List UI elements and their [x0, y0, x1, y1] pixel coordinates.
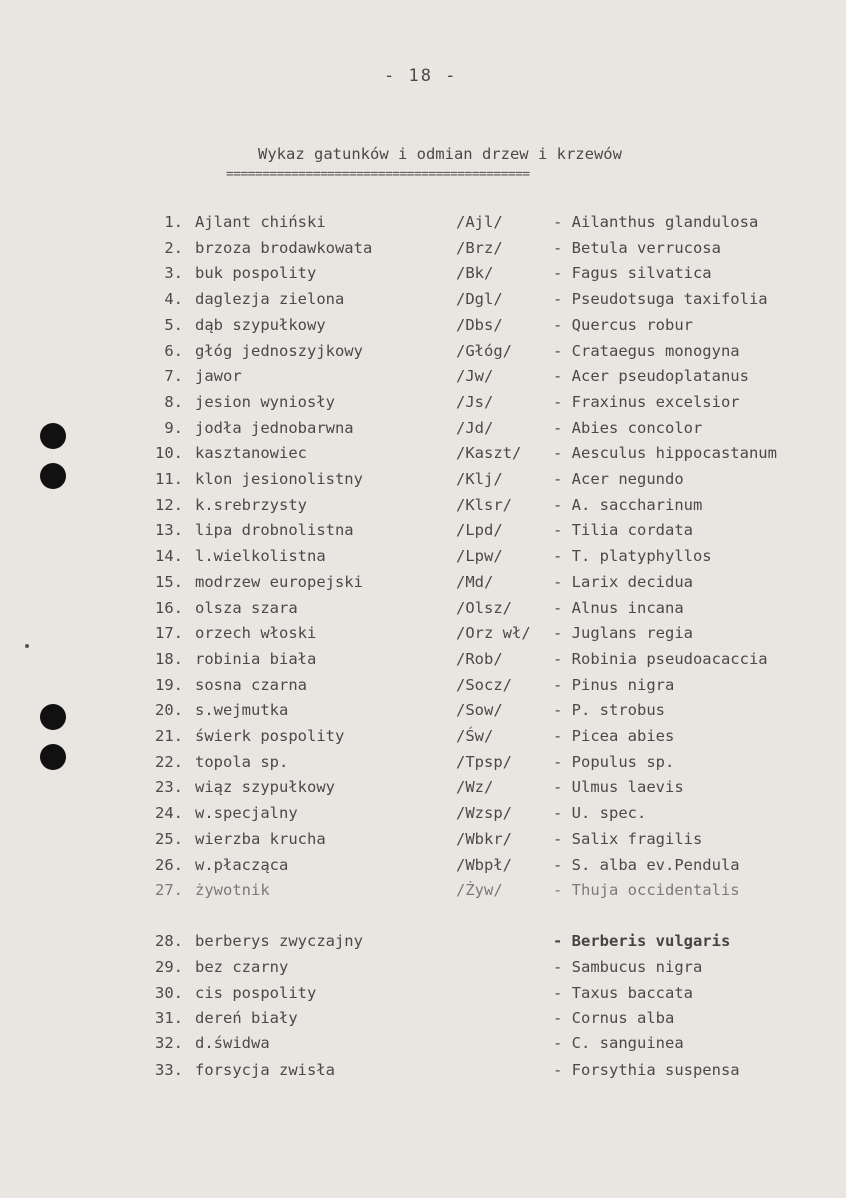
species-abbreviation: /Dgl/: [456, 290, 503, 309]
species-latin-name: - Tilia cordata: [553, 521, 693, 540]
species-number: 14.: [155, 547, 183, 566]
species-number: 25.: [155, 829, 183, 848]
species-polish-name: robinia biała: [195, 649, 317, 668]
species-number: 15.: [155, 572, 183, 591]
species-polish-name: forsycja zwisła: [195, 1061, 335, 1079]
species-abbreviation: /Olsz/: [456, 598, 512, 617]
species-polish-name: brzoza brodawkowata: [195, 238, 373, 257]
species-row: [0, 856, 846, 880]
species-polish-name: wierzba krucha: [195, 829, 326, 848]
species-polish-name: świerk pospolity: [195, 727, 345, 745]
species-polish-name: Ajlant chiński: [195, 213, 326, 231]
species-number: 6.: [164, 341, 183, 360]
species-number: 5.: [164, 315, 183, 334]
species-latin-name: - Cornus alba: [553, 1009, 675, 1027]
species-latin-name: - Juglans regia: [553, 624, 693, 643]
species-number: 31.: [155, 1009, 183, 1027]
species-polish-name: dereń biały: [195, 1009, 298, 1027]
species-polish-name: klon jesionolistny: [195, 470, 363, 488]
species-number: 3.: [164, 264, 183, 283]
species-polish-name: k.srebrzysty: [195, 495, 307, 514]
species-latin-name: - Crataegus monogyna: [553, 341, 740, 360]
species-abbreviation: /Dbs/: [456, 315, 503, 334]
species-number: 32.: [155, 1034, 183, 1052]
species-polish-name: dąb szypułkowy: [195, 315, 326, 334]
species-number: 4.: [164, 290, 183, 309]
species-latin-name: - Robinia pseudoacaccia: [553, 649, 768, 668]
species-polish-name: wiąz szypułkowy: [195, 778, 335, 797]
species-row: [0, 573, 846, 597]
species-latin-name: - Pseudotsuga taxifolia: [553, 290, 768, 309]
species-polish-name: głóg jednoszyjkowy: [195, 341, 363, 360]
species-abbreviation: /Wzsp/: [456, 804, 512, 823]
species-abbreviation: /Św/: [456, 727, 494, 745]
species-row: [0, 470, 846, 494]
document-heading: Wykaz gatunków i odmian drzew i krzewów: [258, 145, 622, 163]
species-polish-name: s.wejmutka: [195, 701, 289, 720]
species-polish-name: jawor: [195, 367, 242, 386]
species-polish-name: jesion wyniosły: [195, 392, 335, 411]
species-latin-name: - Sambucus nigra: [553, 958, 703, 976]
species-polish-name: buk pospolity: [195, 264, 317, 283]
species-latin-name: - Betula verrucosa: [553, 238, 721, 257]
species-latin-name: - Forsythia suspensa: [553, 1061, 740, 1079]
species-row: [0, 444, 846, 468]
species-abbreviation: /Głóg/: [456, 341, 512, 360]
species-latin-name: - Ailanthus glandulosa: [553, 213, 759, 231]
species-latin-name: - Thuja occidentalis: [553, 881, 740, 900]
species-number: 11.: [155, 470, 183, 488]
species-number: 26.: [155, 855, 183, 874]
species-row: [0, 290, 846, 314]
species-row: [0, 342, 846, 366]
species-latin-name: - Acer pseudoplatanus: [553, 367, 749, 386]
species-polish-name: olsza szara: [195, 598, 298, 617]
species-row: [0, 213, 846, 237]
species-number: 22.: [155, 752, 183, 771]
species-abbreviation: /Md/: [456, 572, 494, 591]
species-row: [0, 932, 846, 956]
species-abbreviation: /Wbkr/: [456, 829, 512, 848]
species-abbreviation: /Lpd/: [456, 521, 503, 540]
species-abbreviation: /Jd/: [456, 418, 494, 437]
species-row: [0, 830, 846, 854]
species-polish-name: orzech włoski: [195, 624, 317, 643]
species-polish-name: w.płacząca: [195, 855, 289, 874]
species-latin-name: - Salix fragilis: [553, 829, 703, 848]
species-row: [0, 316, 846, 340]
species-latin-name: - Ulmus laevis: [553, 778, 684, 797]
species-number: 16.: [155, 598, 183, 617]
species-row: [0, 547, 846, 571]
species-latin-name: - Berberis vulgaris: [553, 932, 731, 950]
species-latin-name: - Populus sp.: [553, 752, 675, 771]
species-number: 2.: [164, 238, 183, 257]
species-number: 33.: [155, 1061, 183, 1079]
species-latin-name: - Pinus nigra: [553, 675, 675, 694]
species-polish-name: berberys zwyczajny: [195, 932, 363, 950]
species-row: [0, 599, 846, 623]
species-number: 18.: [155, 649, 183, 668]
species-row: [0, 778, 846, 802]
species-polish-name: d.świdwa: [195, 1034, 270, 1052]
species-polish-name: cis pospolity: [195, 984, 317, 1002]
paper-speck: [25, 644, 29, 648]
species-number: 20.: [155, 701, 183, 720]
species-number: 19.: [155, 675, 183, 694]
species-number: 21.: [155, 727, 183, 745]
species-abbreviation: /Jw/: [456, 367, 494, 386]
species-abbreviation: /Brz/: [456, 238, 503, 257]
species-row: [0, 701, 846, 725]
species-latin-name: - Acer negundo: [553, 470, 684, 488]
punch-hole: [40, 704, 66, 730]
species-polish-name: lipa drobnolistna: [195, 521, 354, 540]
heading-underline: ==========================================: [226, 167, 530, 182]
species-polish-name: sosna czarna: [195, 675, 307, 694]
species-row: [0, 984, 846, 1008]
species-polish-name: jodła jednobarwna: [195, 418, 354, 437]
species-number: 1.: [164, 213, 183, 231]
species-row: [0, 958, 846, 982]
species-number: 7.: [164, 367, 183, 386]
species-number: 17.: [155, 624, 183, 643]
species-row: [0, 496, 846, 520]
species-number: 23.: [155, 778, 183, 797]
species-row: [0, 239, 846, 263]
species-latin-name: - P. strobus: [553, 701, 665, 720]
species-abbreviation: /Js/: [456, 392, 494, 411]
species-number: 9.: [164, 418, 183, 437]
species-latin-name: - Abies concolor: [553, 418, 703, 437]
species-polish-name: żywotnik: [195, 881, 270, 900]
species-number: 28.: [155, 932, 183, 950]
species-abbreviation: /Klj/: [456, 470, 503, 488]
species-abbreviation: /Sow/: [456, 701, 503, 720]
species-latin-name: - Taxus baccata: [553, 984, 693, 1002]
page-number: - 18 -: [384, 66, 458, 86]
species-latin-name: - U. spec.: [553, 804, 647, 823]
species-abbreviation: /Wbpł/: [456, 855, 512, 874]
species-polish-name: topola sp.: [195, 752, 289, 771]
species-row: [0, 521, 846, 545]
species-latin-name: - Larix decidua: [553, 572, 693, 591]
species-abbreviation: /Kaszt/: [456, 444, 522, 463]
species-polish-name: bez czarny: [195, 958, 289, 976]
species-latin-name: - Fraxinus excelsior: [553, 392, 740, 411]
species-abbreviation: /Socz/: [456, 675, 512, 694]
species-number: 27.: [155, 881, 183, 900]
species-polish-name: daglezja zielona: [195, 290, 345, 309]
punch-hole: [40, 463, 66, 489]
species-latin-name: - S. alba ev.Pendula: [553, 855, 740, 874]
species-abbreviation: /Orz wł/: [456, 624, 531, 643]
species-row: [0, 264, 846, 288]
species-row: [0, 650, 846, 674]
species-row: [0, 393, 846, 417]
species-latin-name: - Picea abies: [553, 727, 675, 745]
species-abbreviation: /Klsr/: [456, 495, 512, 514]
species-polish-name: l.wielkolistna: [195, 547, 326, 566]
species-abbreviation: /Bk/: [456, 264, 494, 283]
species-number: 12.: [155, 495, 183, 514]
species-row: [0, 804, 846, 828]
species-number: 8.: [164, 392, 183, 411]
species-abbreviation: /Ajl/: [456, 213, 503, 231]
species-row: [0, 1034, 846, 1058]
species-latin-name: - Aesculus hippocastanum: [553, 444, 777, 463]
species-latin-name: - A. saccharinum: [553, 495, 703, 514]
species-row: [0, 881, 846, 905]
species-abbreviation: /Tpsp/: [456, 752, 512, 771]
species-row: [0, 1061, 846, 1085]
species-polish-name: kasztanowiec: [195, 444, 307, 463]
species-row: [0, 367, 846, 391]
species-number: 13.: [155, 521, 183, 540]
species-latin-name: - C. sanguinea: [553, 1034, 684, 1052]
species-number: 30.: [155, 984, 183, 1002]
species-abbreviation: /Wz/: [456, 778, 494, 797]
species-latin-name: - T. platyphyllos: [553, 547, 712, 566]
species-latin-name: - Alnus incana: [553, 598, 684, 617]
species-abbreviation: /Żyw/: [456, 881, 503, 900]
species-row: [0, 676, 846, 700]
species-abbreviation: /Lpw/: [456, 547, 503, 566]
species-number: 29.: [155, 958, 183, 976]
species-row: [0, 727, 846, 751]
species-abbreviation: /Rob/: [456, 649, 503, 668]
species-number: 10.: [155, 444, 183, 463]
species-number: 24.: [155, 804, 183, 823]
species-row: [0, 624, 846, 648]
species-polish-name: w.specjalny: [195, 804, 298, 823]
species-row: [0, 753, 846, 777]
species-latin-name: - Fagus silvatica: [553, 264, 712, 283]
punch-hole: [40, 744, 66, 770]
species-polish-name: modrzew europejski: [195, 572, 363, 591]
species-row: [0, 419, 846, 443]
species-row: [0, 1009, 846, 1033]
species-latin-name: - Quercus robur: [553, 315, 693, 334]
punch-hole: [40, 423, 66, 449]
